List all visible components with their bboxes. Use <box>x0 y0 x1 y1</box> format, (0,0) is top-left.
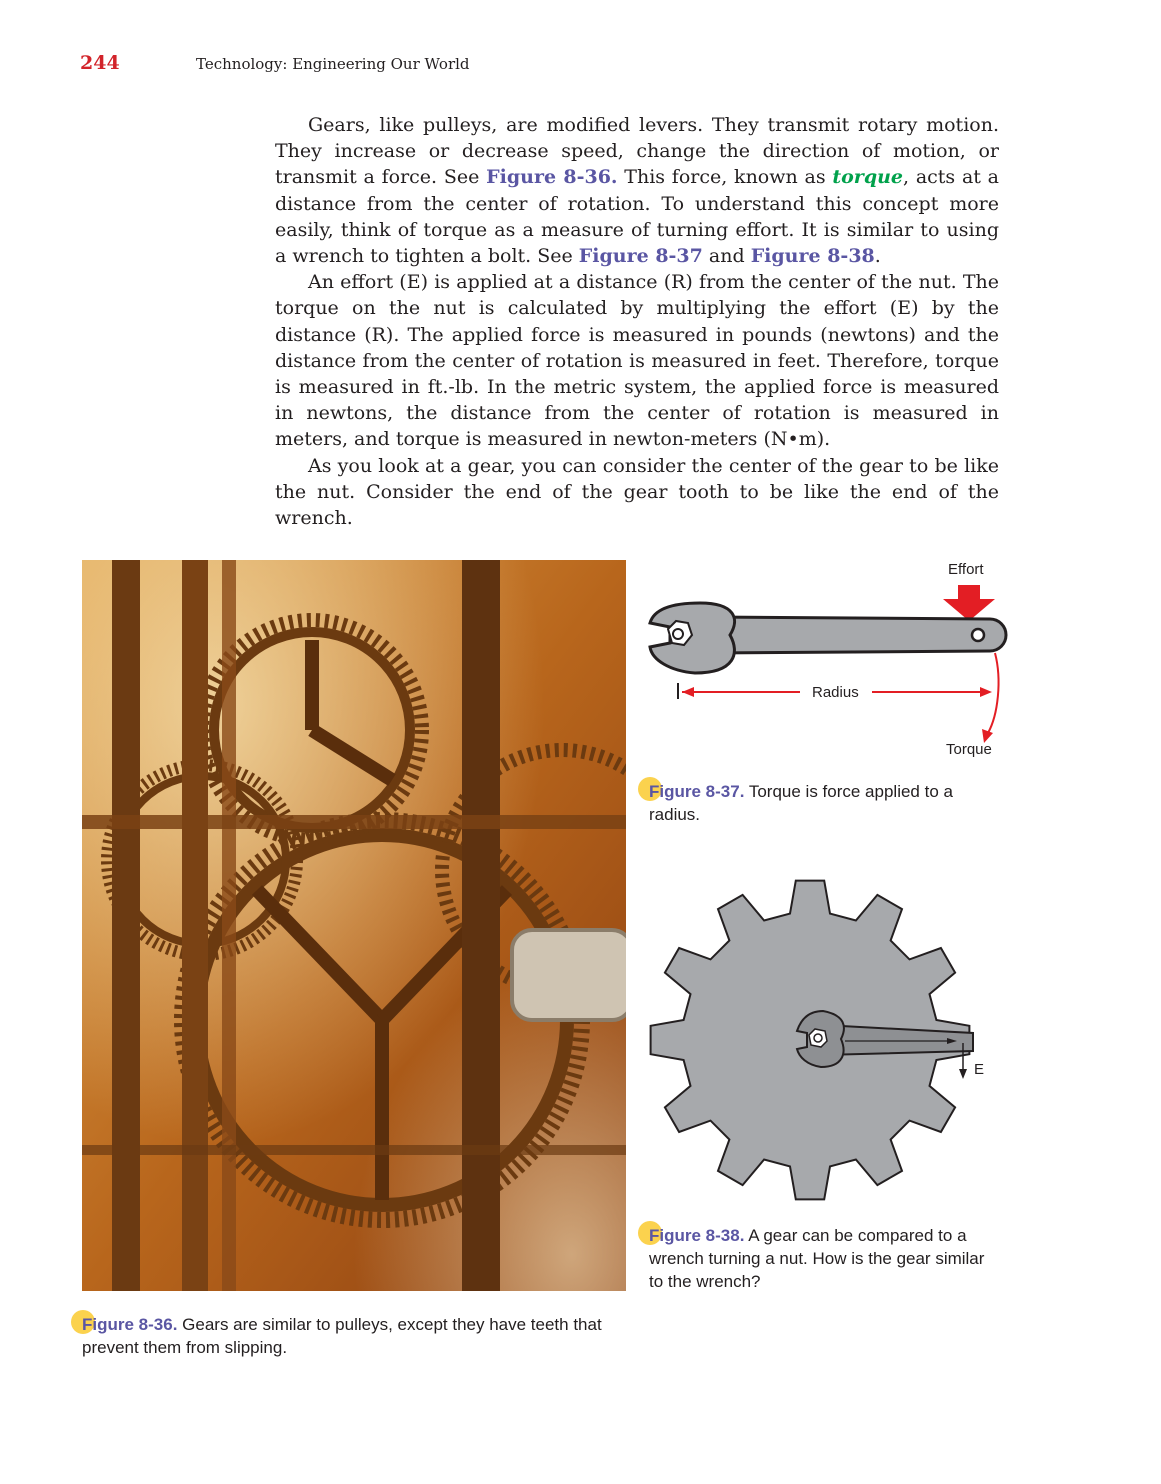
figure-8-36-caption <box>82 1313 642 1359</box>
effort-label: Effort <box>948 561 984 578</box>
p1-text-5: . <box>874 245 881 268</box>
caption-text: Gears are similar to pulleys, except they have teeth that prevent them from slipping. <box>82 1315 602 1357</box>
running-head: Technology: Engineering Our World <box>196 55 470 73</box>
paragraph-2: An effort (E) is applied at a distance (R) from the center of the nut. The torque on the nut is calculated by multiplying the effort (E) by the distance (R). The applied force is measured in pounds (newtons) and the distance from the center of rotation is measured in feet. Therefore, torque is measured in ft.-lb. In the metric system, the applied force is measured in newtons, the distance from the center of rotation is measured in meters, and torque is measured in newton-meters (N•m). <box>275 271 999 451</box>
p1-text-4: and <box>702 245 751 268</box>
paragraph-1 <box>275 112 999 269</box>
paragraph-3: As you look at a gear, you can consider the center of the gear to be like the nut. Consider the end of the gear tooth to be like the end of the wrench. <box>275 454 999 530</box>
p1-text-2: This force, known as <box>617 166 833 189</box>
effort-arrow-icon <box>943 585 995 621</box>
figure-8-38-caption <box>649 1224 994 1293</box>
figure-label: Figure 8-38. <box>649 1226 745 1245</box>
wrench-icon <box>650 603 1006 673</box>
gears-photo <box>82 560 626 1291</box>
effort-e-label: E <box>974 1061 985 1078</box>
gear-diagram <box>645 875 995 1205</box>
figure-8-37-caption <box>649 780 994 826</box>
key-term-torque[interactable]: torque <box>832 166 904 189</box>
radius-label: Radius <box>812 684 859 701</box>
figure-ref-8-37[interactable]: Figure 8-37 <box>578 245 703 268</box>
body-text <box>275 112 999 531</box>
figure-ref-8-38[interactable]: Figure 8-38 <box>750 245 875 268</box>
figure-ref-8-36[interactable]: Figure 8-36. <box>486 166 618 189</box>
figure-label: Figure 8-37. <box>649 782 745 801</box>
caption-text: A gear can be compared to a wrench turning a nut. How is the gear similar to the wrench? <box>649 1226 985 1291</box>
wrench-diagram <box>640 555 1010 770</box>
figure-label: Figure 8-36. <box>82 1315 178 1334</box>
p1-text-1: Gears, like pulleys, are modified levers. They transmit rotary motion. They increase or decrease speed, change the direction of motion, or transmit a force. See <box>275 114 999 189</box>
caption-text: Torque is force applied to a radius. <box>649 782 953 824</box>
page-number: 244 <box>80 52 120 74</box>
p1-text-3: , acts at a distance from the center of rotation. To understand this concept more easily, think of torque as a measure of turning effort. It is similar to using a wrench to tighten a bolt. See <box>275 166 999 268</box>
torque-label: Torque <box>946 741 992 758</box>
